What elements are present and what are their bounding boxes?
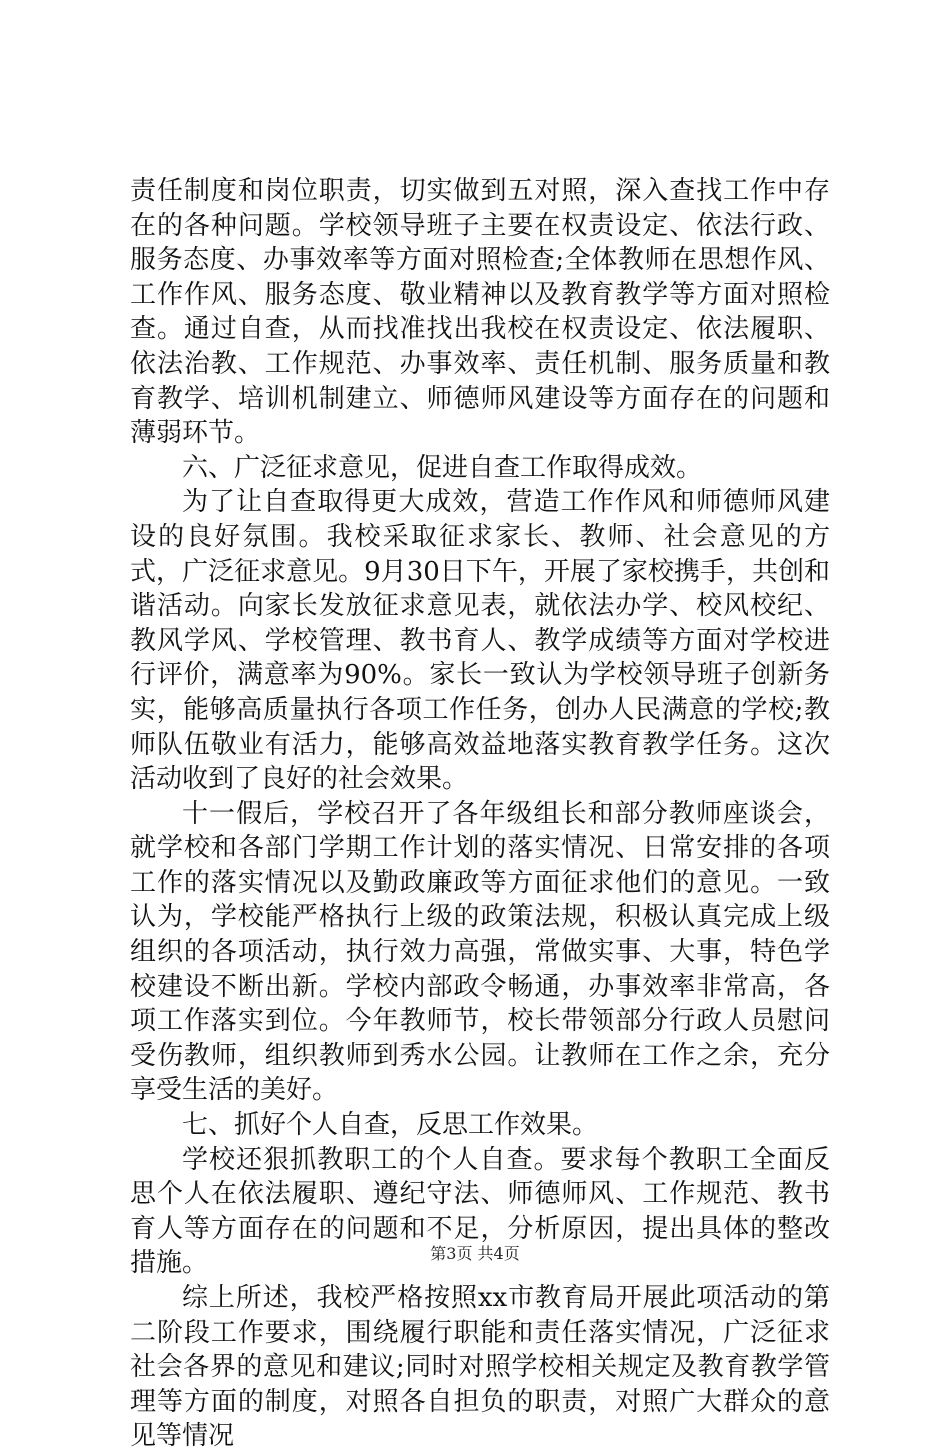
page-number-footer: 第3页 共4页 [430, 1244, 520, 1263]
paragraph-responsibility-system: 责任制度和岗位职责，切实做到五对照，深入查找工作中存在的各种问题。学校领导班子主要在权责设定、依法行政、服务态度、办事效率等方面对照检查;全体教师在思想作风、工作作风、服务态度、敬业精神以及教育教学等方面对照检查。通过自查，从而找准找出我校在权责设定、依法履职、依法治教、工作规范、办事效率、责任机制、服务质量和教育教学、培训机制建立、师德师风建设等方面存在的问题和薄弱环节。 [130, 176, 830, 449]
section-heading-seven: 七、抓好个人自查，反思工作效果。 [182, 1110, 599, 1141]
paragraph-teacher-forum: 十一假后，学校召开了各年级组长和部分教师座谈会，就学校和各部门学期工作计划的落实情况、日常安排的各项工作的落实情况以及勤政廉政等方面征求他们的意见。一致认为，学校能严格执行上级的政策法规，积极认真完成上级组织的各项活动，执行效力高强，常做实事、大事，特色学校建设不断出新。学校内部政令畅通，办事效率非常高，各项工作落实到位。今年教师节，校长带领部分行政人员慰问受伤教师，组织教师到秀水公园。让教师在工作之余，充分享受生活的美好。 [130, 798, 830, 1106]
paragraph-personal-review: 学校还狠抓教职工的个人自查。要求每个教职工全面反思个人在依法履职、遵纪守法、师德师风、工作规范、教书育人等方面存在的问题和不足，分析原因，提出具体的整改措施。 [130, 1144, 830, 1279]
paragraph-parent-survey: 为了让自查取得更大成效，营造工作作风和师德师风建设的良好氛围。我校采取征求家长、教师、社会意见的方式，广泛征求意见。9月30日下午，开展了家校携手，共创和谐活动。向家长发放征求意见表，就依法办学、校风校纪、教风学风、学校管理、教书育人、教学成绩等方面对学校进行评价，满意率为90%。家长一致认为学校领导班子创新务实，能够高质量执行各项工作任务，创办人民满意的学校;教师队伍敬业有活力，能够高效益地落实教育教学任务。这次活动收到了良好的社会效果。 [130, 487, 830, 795]
paragraph-summary: 综上所述，我校严格按照xx市教育局开展此项活动的第二阶段工作要求，围绕履行职能和责任落实情况，广泛征求社会各界的意见和建议;同时对照学校相关规定及教育教学管理等方面的制度，对照各自担负的职责，对照广大群众的意见等情况 [130, 1283, 830, 1452]
section-heading-six: 六、广泛征求意见，促进自查工作取得成效。 [182, 452, 703, 483]
